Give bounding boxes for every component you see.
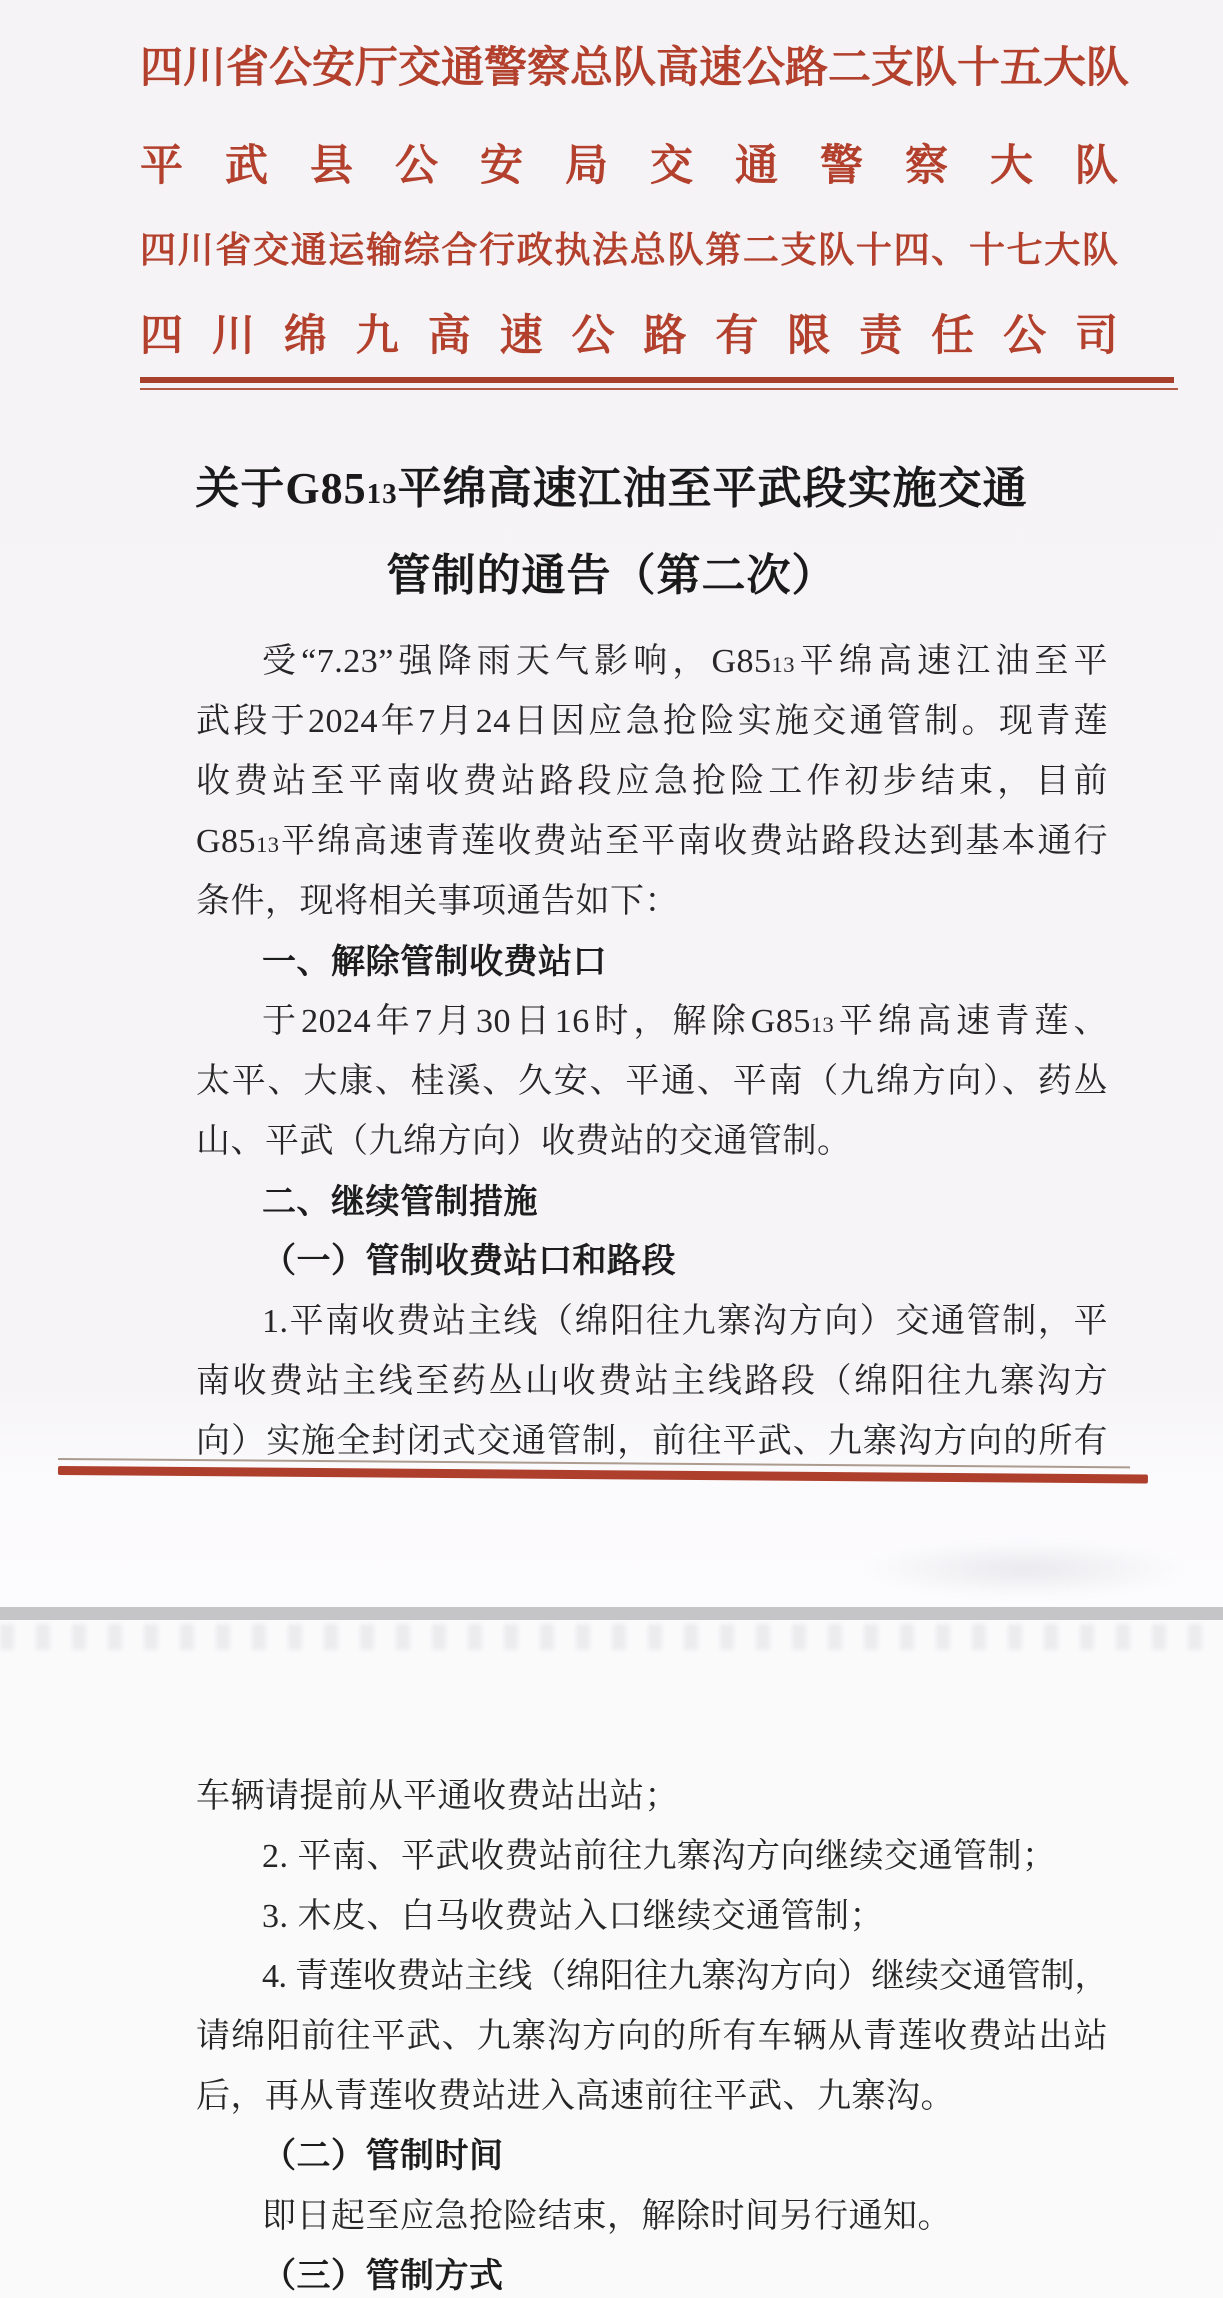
notice-title-line-2: 管制的通告（第二次）	[386, 551, 837, 600]
subsection-heading-2: （二）管制时间	[262, 2138, 504, 2175]
body-line: 向）实施全封闭式交通管制，前往平武、九寨沟方向的所有	[196, 1423, 1108, 1460]
org-line-2: 平武县公安局交通警察大队	[140, 143, 1118, 190]
scan-smudge	[860, 1540, 1190, 1598]
body-line: 1.平南收费站主线（绵阳往九寨沟方向）交通管制，平	[262, 1303, 1108, 1340]
notice-body-page1	[196, 632, 1108, 1472]
org-line-1: 四川省公安厅交通警察总队高速公路二支队十五大队	[140, 45, 1129, 92]
body-line: 后，再从青莲收费站进入高速前往平武、九寨沟。	[196, 2078, 955, 2115]
notice-body-page2	[196, 1767, 1108, 2298]
body-line: 受“7.23”强降雨天气影响，G8513平绵高速江油至平	[262, 643, 1108, 680]
body-line: 即日起至应急抢险结束，解除时间另行通知。	[262, 2198, 952, 2235]
section-heading-2: 二、继续管制措施	[262, 1183, 538, 1221]
body-line: 南收费站主线至药丛山收费站主线路段（绵阳往九寨沟方	[196, 1363, 1108, 1400]
red-separator-thin	[140, 388, 1178, 390]
body-line: 条件，现将相关事项通告如下：	[196, 883, 679, 920]
section-heading-1: 一、解除管制收费站口	[262, 943, 607, 981]
notice-title-line-1: 关于G8513平绵高速江油至平武段实施交通	[195, 464, 1028, 513]
red-marker-line-thick	[58, 1466, 1148, 1484]
ink-bleed-artifact	[0, 1624, 1223, 1650]
body-line: 2. 平南、平武收费站前往九寨沟方向继续交通管制；	[262, 1838, 1057, 1875]
body-line: 太平、大康、桂溪、久安、平通、平南（九绵方向）、药丛	[196, 1063, 1108, 1100]
org-line-4: 四川绵九高速公路有限责任公司	[140, 313, 1118, 360]
body-line: G8513平绵高速青莲收费站至平南收费站路段达到基本通行	[196, 823, 1108, 860]
body-line: 武段于2024年7月24日因应急抢险实施交通管制。现青莲	[196, 703, 1108, 740]
notice-title	[0, 448, 1223, 616]
body-line: 车辆请提前从平通收费站出站；	[196, 1778, 679, 1815]
body-line: 收费站至平南收费站路段应急抢险工作初步结束，目前	[196, 763, 1108, 800]
org-line-3: 四川省交通运输综合行政执法总队第二支队十四、十七大队	[140, 230, 1118, 270]
red-separator-thick	[140, 377, 1174, 383]
body-line: 山、平武（九绵方向）收费站的交通管制。	[196, 1123, 852, 1160]
page-gap-band	[0, 1607, 1223, 1620]
subsection-heading-1: （一）管制收费站口和路段	[262, 1243, 676, 1280]
body-line: 4. 青莲收费站主线（绵阳往九寨沟方向）继续交通管制，	[262, 1958, 1108, 1995]
body-line: 于2024年7月30日16时，解除G8513平绵高速青莲、	[262, 1003, 1109, 1040]
body-line: 3. 木皮、白马收费站入口继续交通管制；	[262, 1898, 884, 1935]
body-line: 请绵阳前往平武、九寨沟方向的所有车辆从青莲收费站出站	[196, 2018, 1108, 2055]
subsection-heading-3: （三）管制方式	[262, 2258, 504, 2295]
